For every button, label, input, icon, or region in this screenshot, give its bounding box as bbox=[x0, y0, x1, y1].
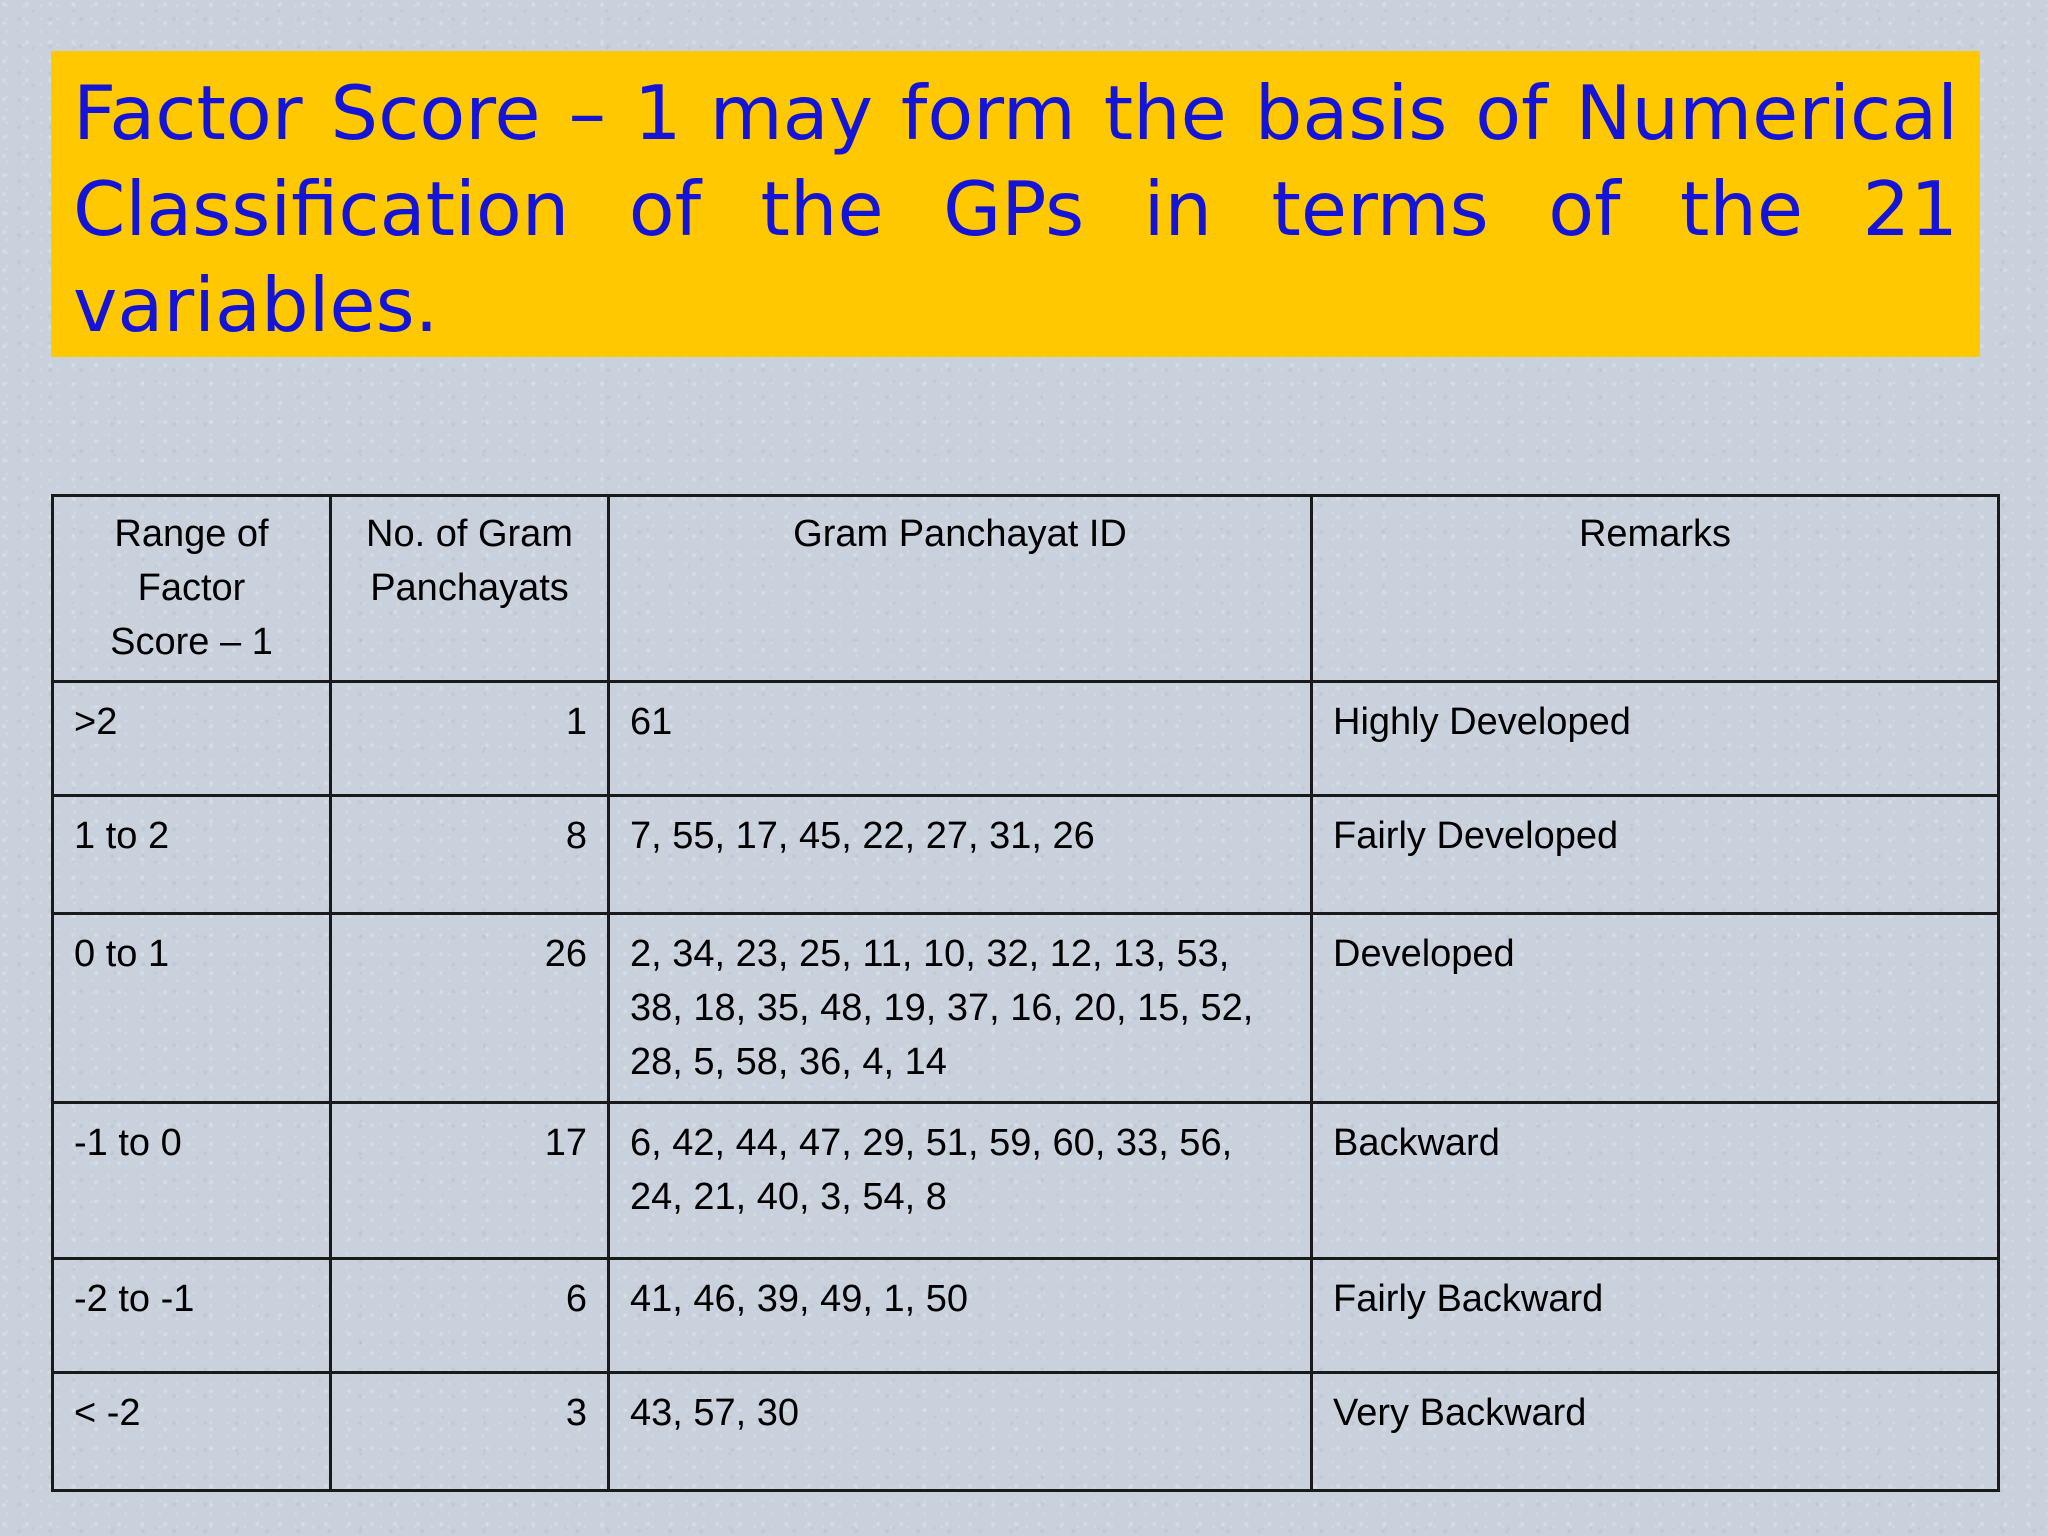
header-remarks: Remarks bbox=[1312, 496, 1999, 682]
table-row bbox=[53, 1373, 1999, 1491]
count-cell: 26 bbox=[331, 914, 609, 1103]
range-cell: 1 to 2 bbox=[53, 796, 331, 914]
range-cell: 0 to 1 bbox=[53, 914, 331, 1103]
table-row bbox=[53, 796, 1999, 914]
table-row bbox=[53, 1259, 1999, 1373]
count-cell: 3 bbox=[331, 1373, 609, 1491]
classification-table bbox=[51, 494, 2000, 1492]
ids-cell: 43, 57, 30 bbox=[609, 1373, 1312, 1491]
table-header-row bbox=[53, 496, 1999, 682]
table-row bbox=[53, 914, 1999, 1103]
count-cell: 17 bbox=[331, 1103, 609, 1259]
ids-cell: 7, 55, 17, 45, 22, 27, 31, 26 bbox=[609, 796, 1312, 914]
range-cell: -2 to -1 bbox=[53, 1259, 331, 1373]
count-cell: 1 bbox=[331, 682, 609, 796]
classification-table-container bbox=[51, 494, 1997, 1492]
range-cell: < -2 bbox=[53, 1373, 331, 1491]
remark-cell: Developed bbox=[1312, 914, 1999, 1103]
remark-cell: Fairly Developed bbox=[1312, 796, 1999, 914]
count-cell: 6 bbox=[331, 1259, 609, 1373]
header-ids: Gram Panchayat ID bbox=[609, 496, 1312, 682]
remark-cell: Backward bbox=[1312, 1103, 1999, 1259]
title-banner bbox=[51, 51, 1980, 357]
header-range: Range of Factor Score – 1 bbox=[53, 496, 331, 682]
ids-cell: 61 bbox=[609, 682, 1312, 796]
slide-title: Factor Score – 1 may form the basis of Numerical Classification of the GPs in terms of the 21 variables. bbox=[73, 69, 1958, 349]
remark-cell: Very Backward bbox=[1312, 1373, 1999, 1491]
range-cell: -1 to 0 bbox=[53, 1103, 331, 1259]
remark-cell: Fairly Backward bbox=[1312, 1259, 1999, 1373]
table-row bbox=[53, 682, 1999, 796]
range-cell: >2 bbox=[53, 682, 331, 796]
count-cell: 8 bbox=[331, 796, 609, 914]
remark-cell: Highly Developed bbox=[1312, 682, 1999, 796]
ids-cell: 41, 46, 39, 49, 1, 50 bbox=[609, 1259, 1312, 1373]
ids-cell: 2, 34, 23, 25, 11, 10, 32, 12, 13, 53, 38, 18, 35, 48, 19, 37, 16, 20, 15, 52, 28, 5, 58, 36, 4, 14 bbox=[609, 914, 1312, 1103]
header-count: No. of Gram Panchayats bbox=[331, 496, 609, 682]
ids-cell: 6, 42, 44, 47, 29, 51, 59, 60, 33, 56, 24, 21, 40, 3, 54, 8 bbox=[609, 1103, 1312, 1259]
table-row bbox=[53, 1103, 1999, 1259]
